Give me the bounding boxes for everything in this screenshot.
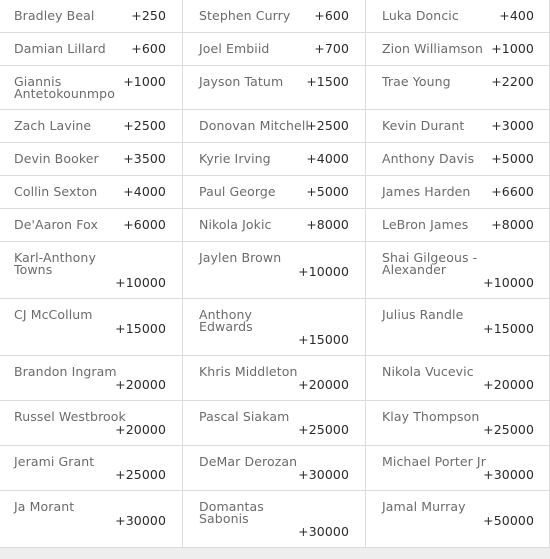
player-name: Shai Gilgeous - Alexander: [382, 250, 478, 277]
player-cell: [183, 209, 366, 241]
player-cell: [0, 143, 183, 175]
player-cell: [366, 356, 549, 400]
player-name: Domantas Sabonis: [199, 499, 264, 526]
player-name: Devin Booker: [14, 151, 99, 166]
player-cell: [183, 0, 366, 32]
player-name: James Harden: [382, 184, 471, 199]
player-name: Ja Morant: [14, 499, 75, 514]
player-odds: +6600: [491, 184, 534, 199]
player-name: Klay Thompson: [382, 409, 480, 424]
player-odds: +25000: [483, 422, 534, 437]
player-odds: +5000: [491, 151, 534, 166]
player-name: Collin Sexton: [14, 184, 98, 199]
player-cell: [0, 33, 183, 65]
table-row: [0, 208, 549, 241]
player-odds: +250: [131, 8, 166, 23]
player-odds: +30000: [298, 467, 349, 482]
player-cell: [0, 176, 183, 208]
player-name: Jaylen Brown: [199, 250, 282, 265]
table-row: [0, 0, 549, 32]
player-cell: [0, 110, 183, 142]
player-odds: +20000: [115, 377, 166, 392]
player-odds: +5000: [306, 184, 349, 199]
player-odds: +4000: [123, 184, 166, 199]
player-odds: +50000: [483, 513, 534, 528]
player-cell: [0, 209, 183, 241]
player-name: Brandon Ingram: [14, 364, 117, 379]
player-cell: [183, 491, 366, 547]
player-odds: +25000: [115, 467, 166, 482]
player-name: Julius Randle: [382, 307, 464, 322]
player-name: Stephen Curry: [199, 8, 291, 23]
player-cell: [366, 66, 549, 109]
player-name: Nikola Vucevic: [382, 364, 474, 379]
player-cell: [0, 446, 183, 490]
player-odds: +700: [314, 41, 349, 56]
player-name: Kyrie Irving: [199, 151, 271, 166]
player-cell: [183, 299, 366, 355]
player-cell: [183, 356, 366, 400]
player-cell: [366, 0, 549, 32]
player-cell: [366, 143, 549, 175]
player-name: Kevin Durant: [382, 118, 465, 133]
player-name: Damian Lillard: [14, 41, 106, 56]
player-name: De'Aaron Fox: [14, 217, 98, 232]
player-odds: +20000: [483, 377, 534, 392]
player-name: DeMar Derozan: [199, 454, 298, 469]
player-name: Khris Middleton: [199, 364, 298, 379]
player-odds: +30000: [115, 513, 166, 528]
player-cell: [366, 491, 549, 547]
player-cell: [366, 110, 549, 142]
player-name: Nikola Jokic: [199, 217, 272, 232]
player-cell: [183, 176, 366, 208]
player-odds: +400: [499, 8, 534, 23]
player-cell: [0, 299, 183, 355]
player-cell: [366, 176, 549, 208]
player-name: Zion Williamson: [382, 41, 483, 56]
table-row: [0, 355, 549, 400]
player-cell: [366, 299, 549, 355]
player-cell: [0, 66, 183, 109]
player-odds: +8000: [491, 217, 534, 232]
player-odds: +10000: [483, 275, 534, 290]
player-name: CJ McCollum: [14, 307, 93, 322]
table-row: [0, 445, 549, 490]
player-cell: [183, 242, 366, 298]
player-odds: +20000: [298, 377, 349, 392]
table-row: [0, 175, 549, 208]
player-cell: [366, 33, 549, 65]
player-name: Anthony Edwards: [199, 307, 253, 334]
player-odds: +25000: [298, 422, 349, 437]
player-name: Karl-Anthony Towns: [14, 250, 96, 277]
table-row: [0, 400, 549, 445]
table-row: [0, 65, 549, 109]
player-name: Pascal Siakam: [199, 409, 290, 424]
player-odds: +2200: [491, 74, 534, 89]
player-odds: +3000: [491, 118, 534, 133]
page-bottom-strip: [0, 549, 550, 559]
player-odds: +10000: [298, 264, 349, 279]
player-odds: +4000: [306, 151, 349, 166]
player-odds: +2500: [123, 118, 166, 133]
player-odds: +15000: [483, 321, 534, 336]
player-name: Luka Doncic: [382, 8, 459, 23]
player-odds: +15000: [115, 321, 166, 336]
player-odds: +1500: [306, 74, 349, 89]
player-name: Paul George: [199, 184, 276, 199]
player-cell: [0, 401, 183, 445]
player-cell: [183, 33, 366, 65]
player-cell: [0, 356, 183, 400]
player-cell: [366, 242, 549, 298]
player-cell: [0, 491, 183, 547]
player-name: Jayson Tatum: [199, 74, 284, 89]
player-odds: +10000: [115, 275, 166, 290]
player-odds: +20000: [115, 422, 166, 437]
player-odds: +600: [131, 41, 166, 56]
player-cell: [366, 446, 549, 490]
player-odds: +30000: [483, 467, 534, 482]
player-cell: [183, 66, 366, 109]
player-name: Jerami Grant: [14, 454, 95, 469]
player-name: Bradley Beal: [14, 8, 95, 23]
player-cell: [183, 401, 366, 445]
player-odds: +600: [314, 8, 349, 23]
player-odds: +3500: [123, 151, 166, 166]
player-name: Zach Lavine: [14, 118, 92, 133]
player-odds: +2500: [306, 118, 349, 133]
table-row: [0, 32, 549, 65]
player-odds: +8000: [306, 217, 349, 232]
table-row: [0, 298, 549, 355]
player-cell: [183, 110, 366, 142]
player-odds: +1000: [123, 74, 166, 89]
player-cell: [183, 446, 366, 490]
table-row: [0, 109, 549, 142]
player-cell: [366, 209, 549, 241]
player-odds: +30000: [298, 524, 349, 539]
player-odds: +1000: [491, 41, 534, 56]
player-odds: +15000: [298, 332, 349, 347]
table-row: [0, 142, 549, 175]
player-cell: [366, 401, 549, 445]
player-name: Jamal Murray: [382, 499, 466, 514]
player-odds: +6000: [123, 217, 166, 232]
player-name: Michael Porter Jr: [382, 454, 486, 469]
table-row: [0, 490, 549, 547]
player-name: Trae Young: [382, 74, 451, 89]
player-cell: [0, 242, 183, 298]
player-name: Russel Westbrook: [14, 409, 126, 424]
player-cell: [183, 143, 366, 175]
table-row: [0, 241, 549, 298]
player-name: Donovan Mitchell: [199, 118, 309, 133]
player-cell: [0, 0, 183, 32]
player-name: LeBron James: [382, 217, 469, 232]
player-name: Anthony Davis: [382, 151, 475, 166]
player-name: Giannis Antetokounmpo: [14, 74, 115, 101]
player-name: Joel Embiid: [199, 41, 270, 56]
